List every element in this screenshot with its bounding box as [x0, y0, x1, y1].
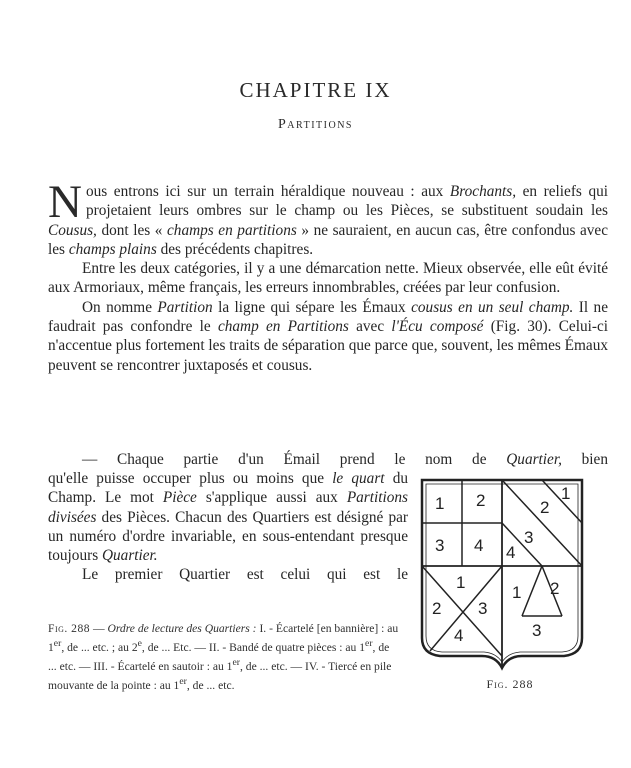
- italic-run: Quartier,: [506, 451, 562, 468]
- quarter-iii-number-2: 2: [432, 599, 442, 618]
- text-run: ous entrons ici sur un terrain héraldique nouveau : aux: [85, 183, 450, 200]
- quarter-i-number-2: 2: [476, 491, 486, 510]
- quarter-ii-number-2: 2: [540, 498, 550, 517]
- drop-cap: N: [48, 176, 82, 228]
- quarter-i-number-3: 3: [435, 536, 445, 555]
- text-run: On nomme: [82, 298, 158, 316]
- italic-run: cousus en un seul champ.: [411, 298, 574, 316]
- italic-run: l'Écu composé: [391, 318, 484, 336]
- text-run: en reliefs qui projetaient leurs ombres sur le champ ou les Pièces, se substituent soudain les: [85, 183, 608, 220]
- text-run: dont les «: [96, 221, 167, 239]
- text-run: la ligne qui sépare les Émaux: [212, 298, 412, 316]
- text-run: —: [90, 622, 108, 635]
- quarter-ii-number-3: 3: [524, 528, 534, 547]
- chapter-title: CHAPITRE IX: [239, 78, 392, 102]
- quarter-i-number-4: 4: [474, 536, 484, 555]
- caption-title: Ordre de lecture des Quartiers :: [107, 622, 257, 635]
- quarter-iii-number-1: 1: [456, 573, 466, 592]
- quarter-i-number-1: 1: [435, 494, 445, 513]
- italic-run: Partition: [157, 298, 213, 316]
- paragraph-3: [48, 298, 608, 375]
- text-run: s'applique aussi aux: [196, 489, 347, 507]
- body-text-main: [48, 176, 609, 375]
- figure-label: Fig. 288: [486, 677, 534, 691]
- caption-fig-ref: Fig. 288: [48, 622, 91, 635]
- italic-run: Brochants,: [449, 183, 517, 200]
- superscript: er: [53, 638, 62, 650]
- shield-figure: [418, 476, 586, 672]
- quarter-ii-number-4: 4: [506, 543, 516, 562]
- text-run: , de ... etc. ; au 2: [61, 641, 138, 655]
- text-run: — Chaque partie d'un Émail prend le nom de: [82, 451, 507, 468]
- text-run: Il ne faudrait pas confondre le: [48, 298, 608, 336]
- body-text-wrapped: [48, 469, 408, 585]
- italic-run: Pièce: [162, 489, 197, 507]
- text-run: des précédents chapitres.: [156, 240, 314, 258]
- text-run: avec: [348, 318, 392, 336]
- paragraph-2: Entre les deux catégories, il y a une démarcation nette. Mieux observée, elle eût évité aux Armoriaux, même français, les erreurs innombrables, créées par leur confusion.: [48, 260, 608, 297]
- italic-run: champs en partitions: [167, 221, 297, 239]
- text-run: , de ... etc. — III. - Écartelé en sautoir : au 1: [48, 641, 390, 674]
- italic-run: le quart: [332, 470, 385, 487]
- text-run: » ne sauraient, en aucun cas, être confondus avec les: [48, 221, 609, 258]
- text-run: , de ... Etc. — II. - Bandé de quatre pièces : au 1: [141, 641, 366, 655]
- text-run: , de ... etc. — IV. - Tiercé en pile mouvante de la pointe : au 1: [48, 660, 392, 693]
- quarter-iv-number-3: 3: [532, 621, 542, 640]
- superscript: e: [137, 638, 142, 650]
- italic-run: champ en Partitions: [217, 318, 349, 336]
- quarter-iv-number-2: 2: [550, 579, 560, 598]
- text-run: , de ... etc.: [186, 679, 235, 693]
- superscript: er: [232, 657, 240, 669]
- paragraph-1: [48, 176, 609, 259]
- superscript: er: [365, 638, 373, 650]
- quarter-iii-number-4: 4: [454, 626, 464, 645]
- quarter-iii-number-3: 3: [478, 599, 488, 618]
- superscript: er: [179, 676, 187, 688]
- text-run: des Pièces. Chacun des Quartiers est désigné par un numéro d'ordre invariable, en sous-entendant presque toujours: [48, 508, 408, 565]
- figure-caption: [48, 621, 400, 693]
- paragraph-5: Le premier Quartier est celui qui est le: [82, 566, 408, 584]
- chapter-subtitle: Partitions: [278, 117, 353, 132]
- quarter-iv-number-1: 1: [512, 583, 522, 602]
- text-run: I. - Écartelé [en bannière] : au 1: [48, 622, 399, 655]
- text-run: du Champ. Le mot: [48, 470, 409, 507]
- text-run: qu'elle puisse occuper plus ou moins que: [48, 470, 333, 487]
- quarter-ii-number-1: 1: [561, 484, 571, 503]
- paragraph-4: [48, 469, 408, 565]
- italic-run: Partitions divisées: [48, 489, 409, 526]
- text-run: bien: [561, 451, 608, 468]
- paragraph-4-first-line: [48, 450, 608, 469]
- text-run: (Fig. 30). Celui-ci n'accentue plus fortement les traits de séparation que parce que, souvent, les mêmes Émaux peuvent se rencontrer juxtaposés et cousus.: [48, 318, 608, 374]
- italic-run: Cousus,: [48, 221, 97, 239]
- italic-run: champs plains: [68, 240, 157, 258]
- italic-run: Quartier.: [101, 547, 158, 565]
